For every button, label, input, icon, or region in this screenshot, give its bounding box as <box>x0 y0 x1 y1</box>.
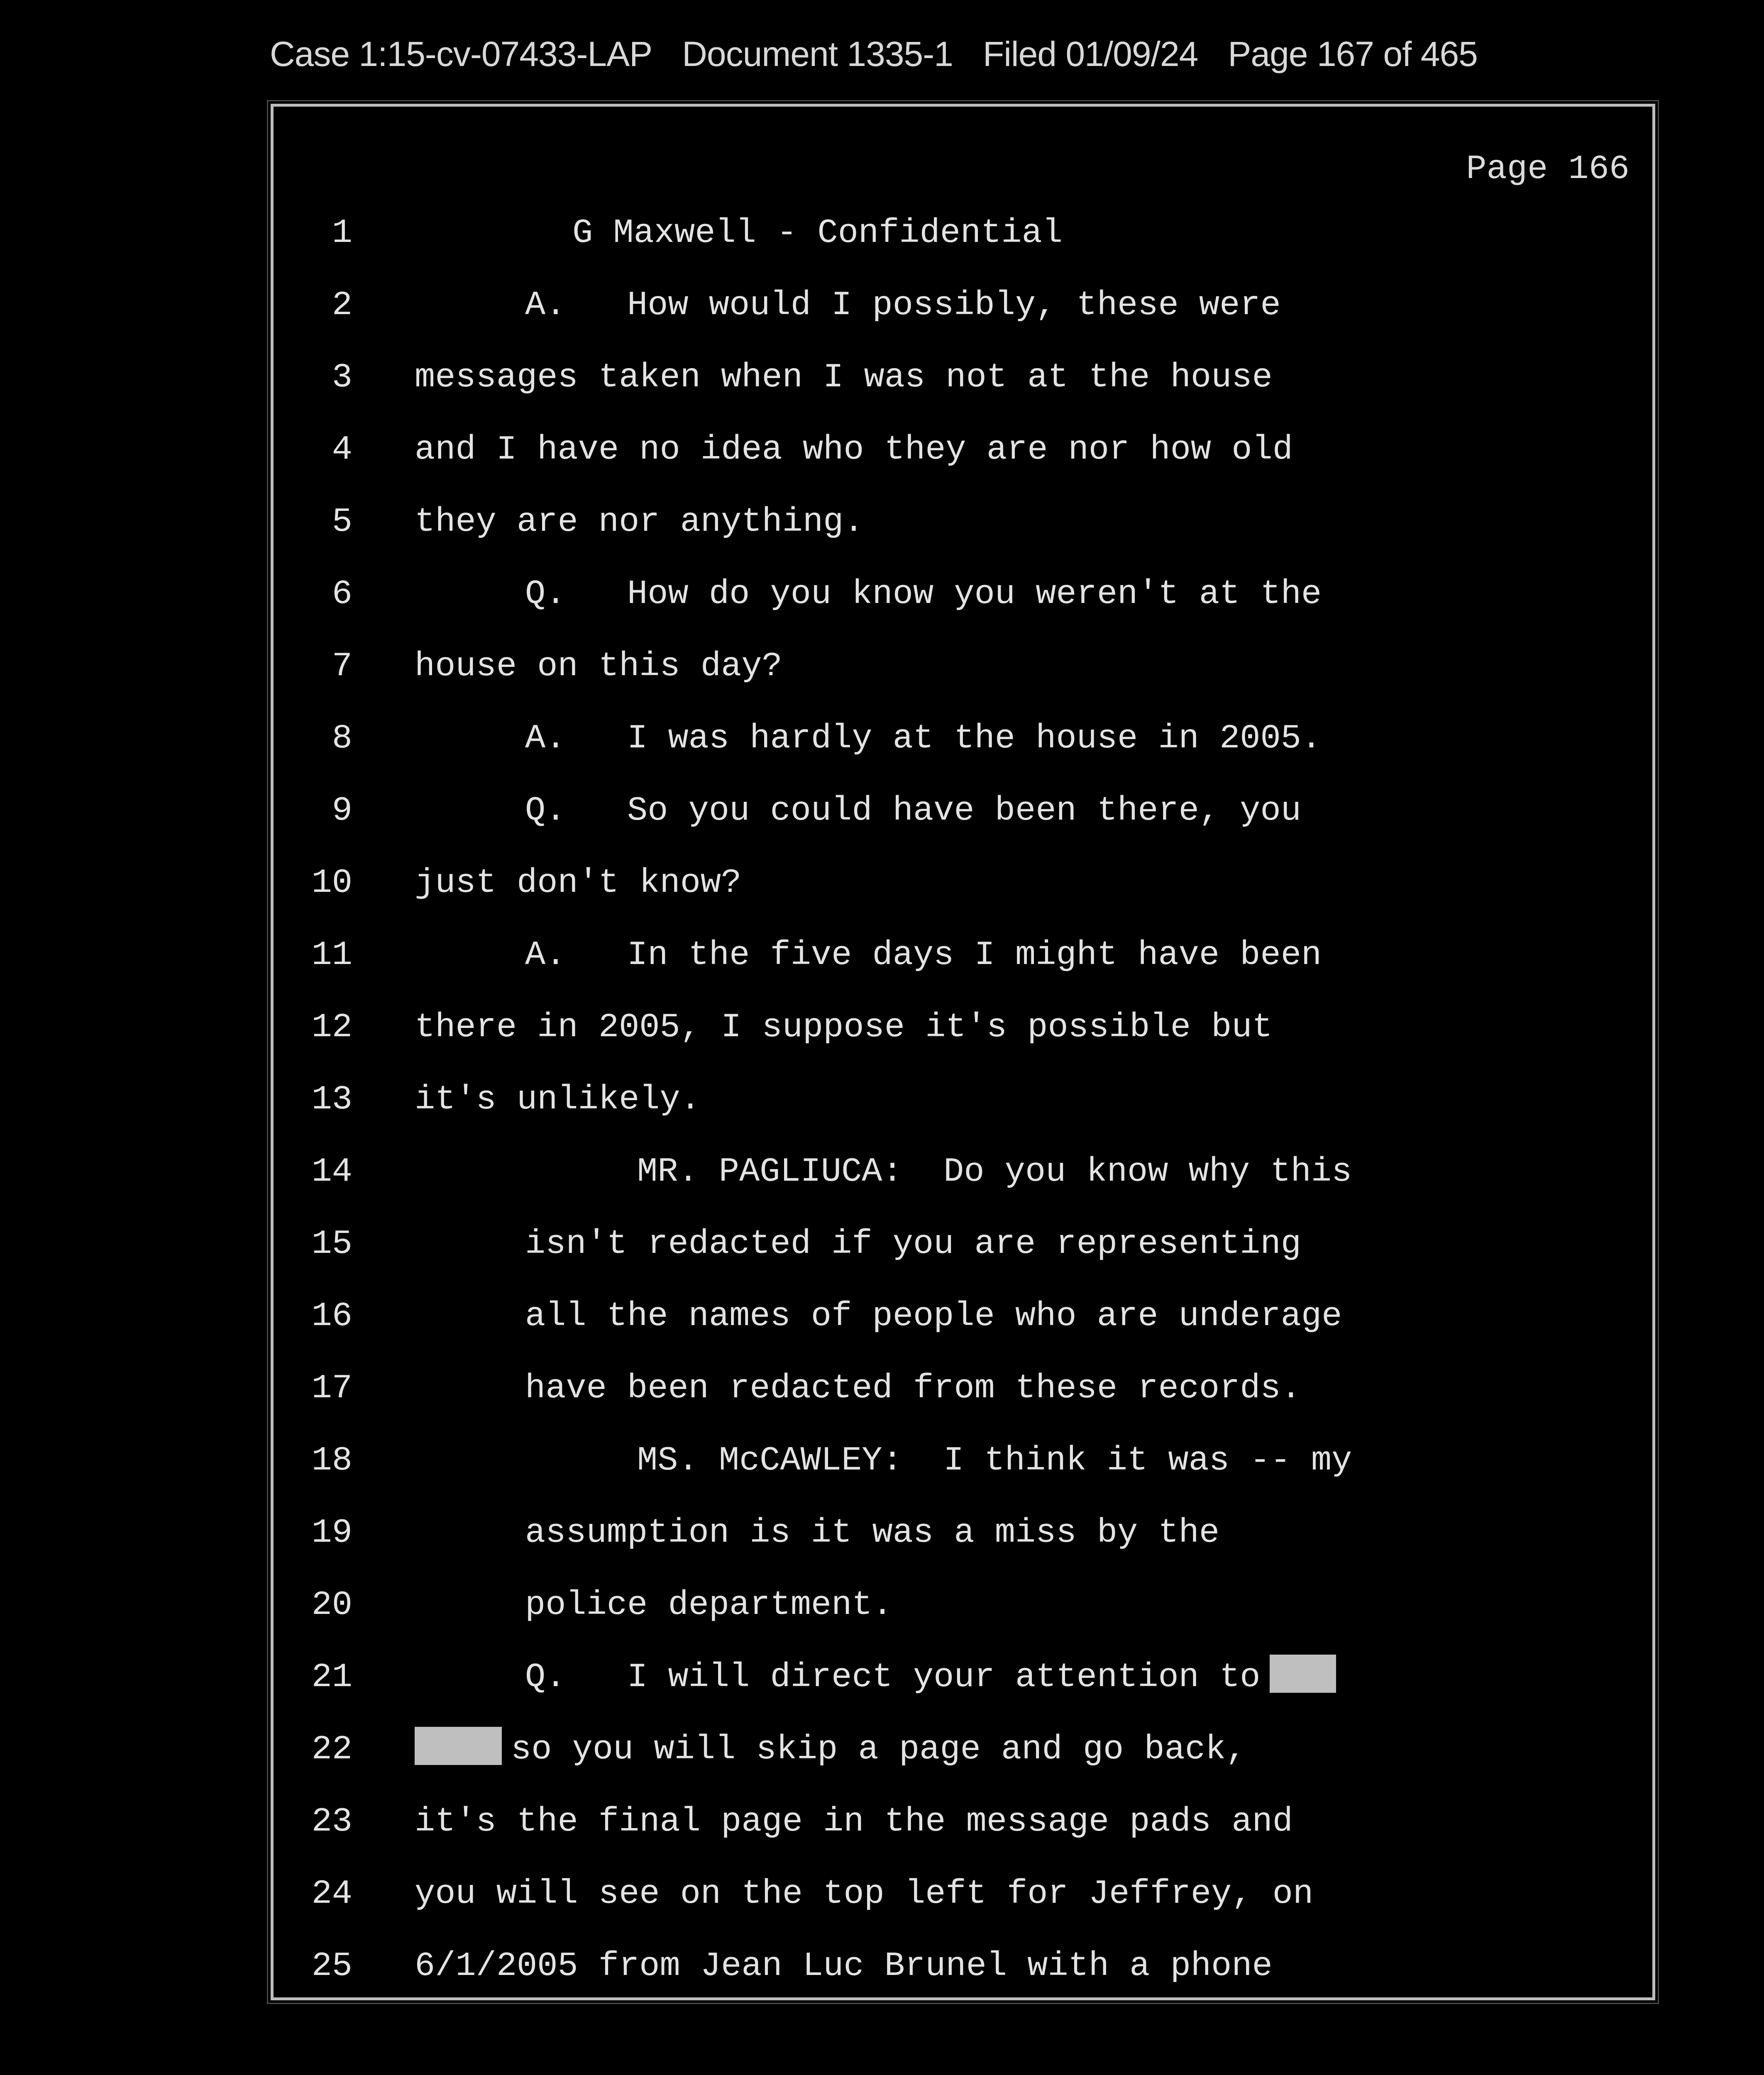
document-number: Document 1335-1 <box>682 34 953 73</box>
transcript-line <box>274 283 1281 328</box>
line-text: there in 2005, I suppose it's possible but <box>415 1008 1273 1047</box>
line-text: all the names of people who are underage <box>525 1297 1342 1335</box>
transcript-line <box>274 716 1322 762</box>
line-text: MS. McCAWLEY: I think it was -- my <box>637 1441 1352 1480</box>
line-number: 25 <box>311 1947 352 1985</box>
line-text: have been redacted from these records. <box>525 1369 1301 1408</box>
case-header <box>270 29 1478 79</box>
line-number: 22 <box>311 1730 352 1769</box>
line-number: 4 <box>332 430 352 469</box>
transcript-line <box>274 1582 893 1628</box>
line-number: 16 <box>311 1297 352 1335</box>
line-number: 20 <box>311 1586 352 1624</box>
line-text: and I have no idea who they are nor how old <box>415 430 1293 469</box>
line-number: 9 <box>332 791 352 830</box>
redaction-box <box>1270 1655 1336 1693</box>
transcript-line <box>274 933 1322 978</box>
line-text: A. How would I possibly, these were <box>525 286 1281 325</box>
transcript-line <box>274 1149 1352 1195</box>
line-text: it's the final page in the message pads and <box>415 1802 1293 1841</box>
transcript-page <box>271 104 1655 2000</box>
line-text: A. I was hardly at the house in 2005. <box>525 719 1322 758</box>
line-text: messages taken when I was not at the house <box>415 358 1273 397</box>
line-number: 14 <box>311 1152 352 1191</box>
line-number: 11 <box>311 936 352 974</box>
line-text: assumption is it was a miss by the <box>525 1514 1220 1552</box>
line-text: 6/1/2005 from Jean Luc Brunel with a phone <box>415 1947 1273 1985</box>
line-text: just don't know? <box>415 864 742 902</box>
line-number: 21 <box>311 1658 352 1697</box>
line-text: Q. I will direct your attention to <box>525 1658 1261 1697</box>
transcript-page-number: Page 166 <box>1466 150 1630 188</box>
line-text: police department. <box>525 1586 893 1624</box>
line-number: 8 <box>332 719 352 758</box>
transcript-line <box>274 355 1273 400</box>
transcript-line <box>274 1943 1273 1989</box>
transcript-line <box>274 1510 1220 1556</box>
transcript-line <box>274 1799 1293 1845</box>
transcript-line <box>274 860 742 906</box>
line-number: 24 <box>311 1875 352 1913</box>
transcript-line <box>274 788 1301 834</box>
transcript-line <box>274 210 1063 256</box>
transcript-line <box>274 1727 1246 1772</box>
line-number: 5 <box>332 503 352 541</box>
line-text: you will see on the top left for Jeffrey, on <box>415 1875 1314 1913</box>
line-number: 1 <box>332 214 352 252</box>
line-text: Q. So you could have been there, you <box>525 791 1301 830</box>
line-text: isn't redacted if you are representing <box>525 1225 1301 1263</box>
transcript-line <box>274 571 1322 617</box>
line-number: 2 <box>332 286 352 325</box>
transcript-line <box>274 499 864 545</box>
transcript-line <box>274 1655 1261 1700</box>
line-text-container <box>525 1655 1336 1700</box>
line-number: 10 <box>311 864 352 902</box>
transcript-line <box>274 1221 1301 1267</box>
line-number: 12 <box>311 1008 352 1047</box>
line-text-container <box>415 1727 1246 1772</box>
line-text: they are nor anything. <box>415 503 864 541</box>
transcript-line <box>274 1366 1301 1411</box>
line-text: house on this day? <box>415 647 782 686</box>
case-number: Case 1:15-cv-07433-LAP <box>270 34 652 73</box>
line-text: G Maxwell - Confidential <box>572 214 1063 252</box>
line-number: 7 <box>332 647 352 686</box>
line-text: A. In the five days I might have been <box>525 936 1322 974</box>
transcript-line <box>274 1077 701 1123</box>
line-number: 18 <box>311 1441 352 1480</box>
line-text: Q. How do you know you weren't at the <box>525 575 1322 613</box>
line-text: it's unlikely. <box>415 1080 701 1119</box>
filed-date: Filed 01/09/24 <box>982 34 1198 73</box>
page-count: Page 167 of 465 <box>1228 34 1478 73</box>
line-number: 6 <box>332 575 352 613</box>
transcript-line <box>274 644 782 689</box>
line-number: 17 <box>311 1369 352 1408</box>
line-number: 23 <box>311 1802 352 1841</box>
line-number: 3 <box>332 358 352 397</box>
transcript-line <box>274 1294 1342 1339</box>
line-text: so you will skip a page and go back, <box>511 1730 1246 1769</box>
transcript-line <box>274 1871 1314 1917</box>
line-number: 15 <box>311 1225 352 1263</box>
transcript-line <box>274 427 1293 473</box>
line-text: MR. PAGLIUCA: Do you know why this <box>637 1152 1352 1191</box>
transcript-line <box>274 1438 1352 1484</box>
line-number: 13 <box>311 1080 352 1119</box>
redaction-box <box>415 1727 502 1765</box>
line-number: 19 <box>311 1514 352 1552</box>
transcript-line <box>274 1005 1273 1050</box>
